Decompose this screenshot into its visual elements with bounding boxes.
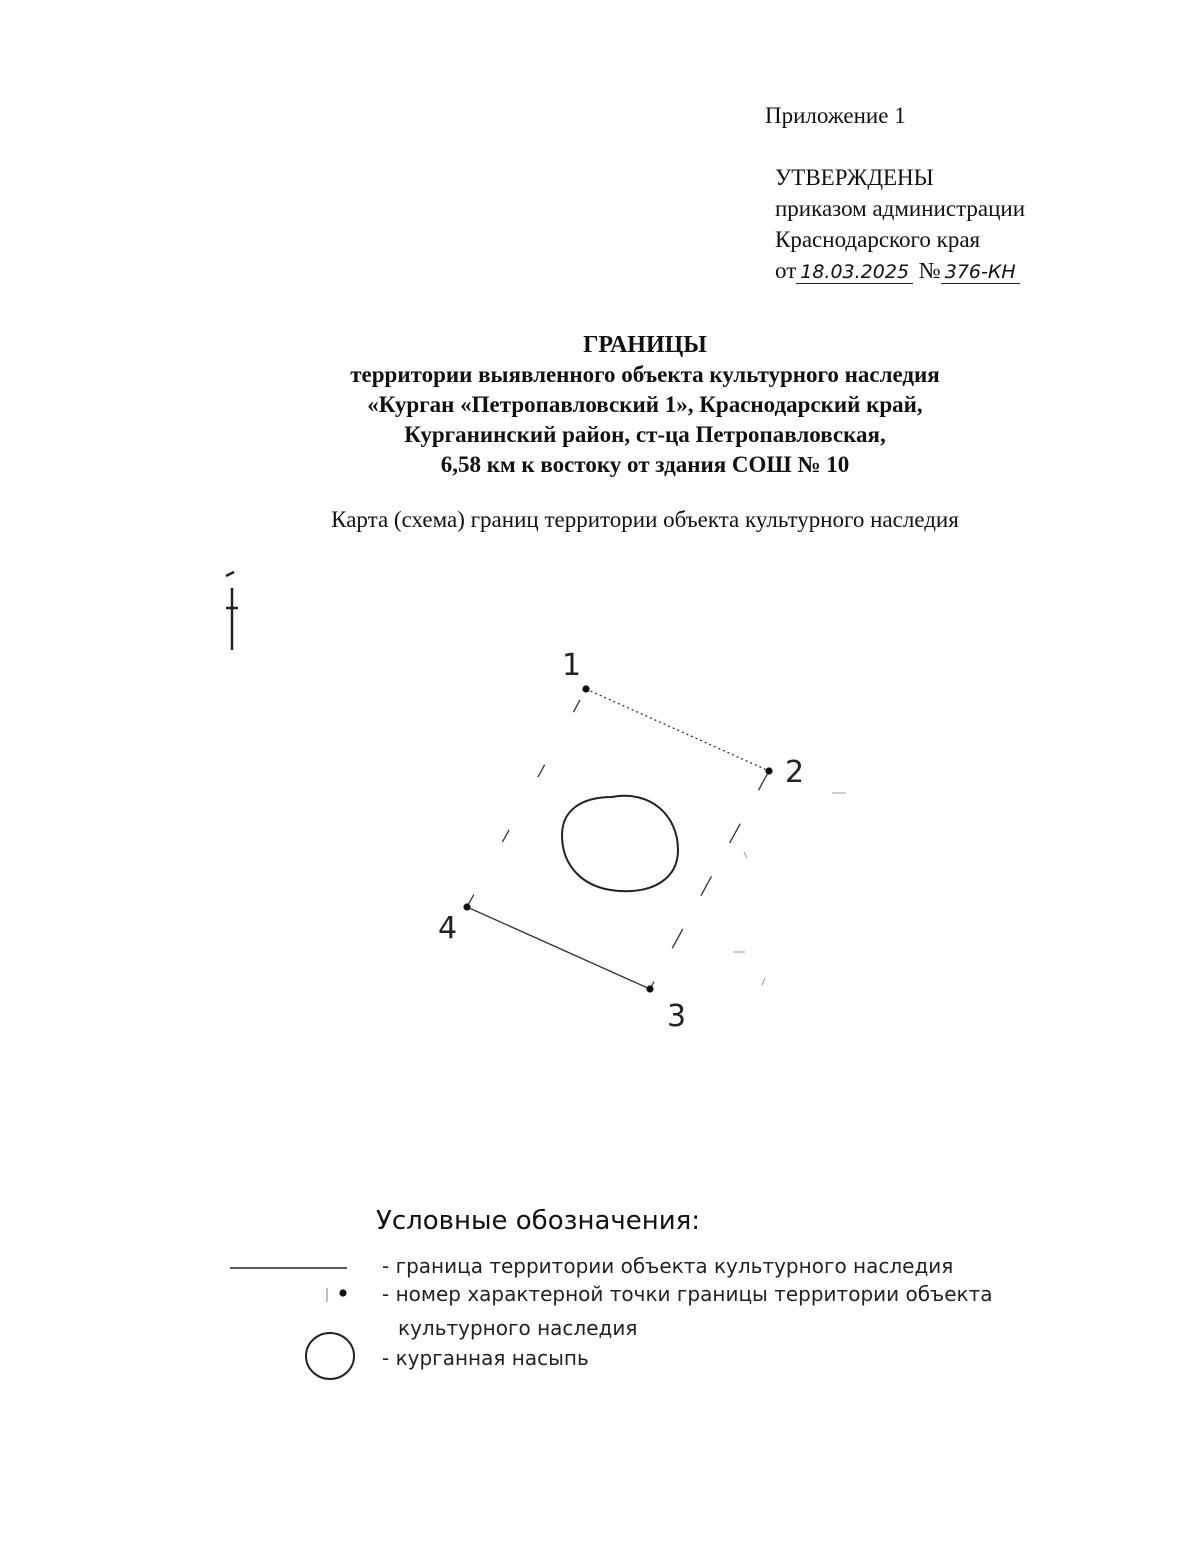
title-main: ГРАНИЦЫ	[583, 332, 707, 358]
title-line-4: 6,58 км к востоку от здания СОШ № 10	[440, 452, 850, 477]
title-line-1: территории выявленного объекта культурного наследия	[350, 362, 940, 387]
region-label: Краснодарского края	[775, 227, 981, 252]
legend-mound-text: - курганная насыпь	[382, 1346, 589, 1370]
legend-point-icon	[339, 1289, 346, 1296]
scan-noise	[733, 793, 846, 985]
date-prefix: от	[775, 258, 797, 283]
map-caption: Карта (схема) границ территории объекта культурного наследия	[331, 507, 959, 532]
boundary-segment-1-2	[586, 689, 769, 771]
boundary-point-1	[582, 685, 589, 692]
boundary-point-3	[646, 985, 653, 992]
point-label-4: 4	[438, 911, 458, 946]
appendix-label: Приложение 1	[765, 103, 906, 128]
approved-label: УТВЕРЖДЕНЫ	[775, 165, 934, 190]
legend-boundary-text: - граница территории объекта культурного наследия	[382, 1254, 954, 1278]
legend-title: Условные обозначения:	[376, 1206, 701, 1236]
title-line-2: «Курган «Петропавловский 1», Краснодарский край,	[367, 392, 923, 417]
boundary-point-4	[463, 903, 470, 910]
boundary-segment-2-3	[650, 771, 769, 989]
handwritten-number: 376-КН	[941, 261, 1020, 284]
legend-mound-icon	[306, 1333, 354, 1379]
number-prefix: №	[918, 258, 941, 283]
north-arrow-icon	[226, 572, 238, 650]
kurgan-mound	[562, 796, 678, 891]
territory-boundary	[467, 689, 769, 989]
boundary-segment-4-1	[467, 689, 586, 907]
legend-point-text-cont: культурного наследия	[398, 1316, 638, 1340]
boundary-point-2	[765, 767, 772, 774]
point-label-1: 1	[562, 648, 582, 683]
point-label-3: 3	[667, 999, 687, 1034]
boundary-segment-3-4	[467, 907, 650, 989]
point-label-2: 2	[785, 755, 805, 790]
legend-point-text: - номер характерной точки границы территории объекта	[382, 1282, 993, 1306]
handwritten-date: 18.03.2025	[796, 261, 913, 284]
order-label: приказом администрации	[775, 196, 1026, 221]
title-line-3: Курганинский район, ст-ца Петропавловская,	[404, 422, 886, 447]
